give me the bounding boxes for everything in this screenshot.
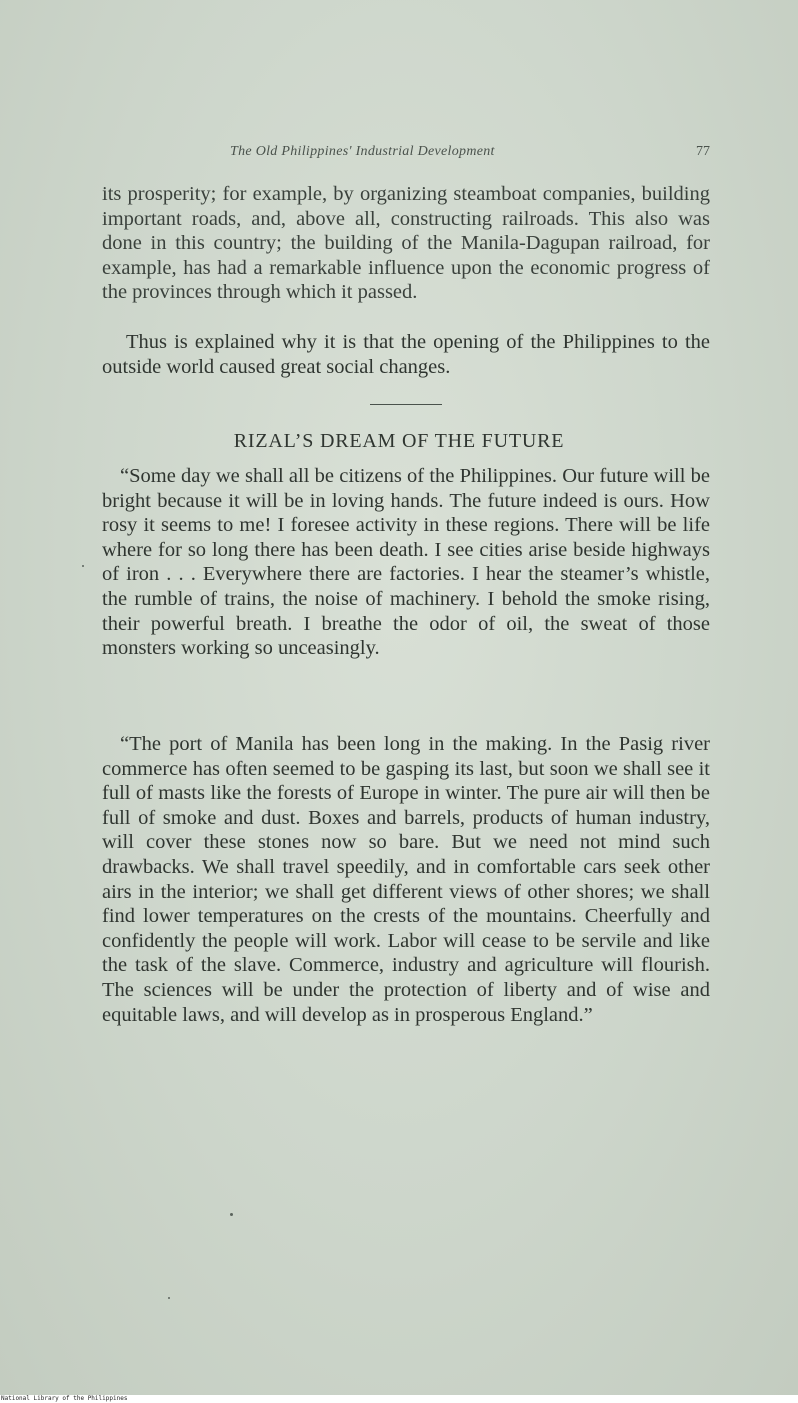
paragraph-social-changes: Thus is explained why it is that the opening of the Philippines to the outside world caused great social changes. [102, 331, 710, 378]
section-divider [370, 404, 442, 405]
paragraph-prosperity: its prosperity; for example, by organizing steamboat companies, building important roads, and, above all, constructing railroads. This also was done in this country; the building of the Manila-Dagupan railroad, for example, has had a remarkable influence upon the economic progress of the provinces through which it passed. [102, 183, 710, 304]
paragraph-citizens-quote: “Some day we shall all be citizens of the Philippines. Our future will be bright because it will be in loving hands. The future indeed is ours. How rosy it seems to me! I foresee activity in these regions. There will be life where for so long there has been death. I see cities arise beside highways of iron . . . Everywhere there are factories. I hear the steamer’s whistle, the rumble of trains, the noise of machinery. I behold the smoke rising, their powerful breath. I breathe the odor of oil, the sweat of those monsters working so unceasingly. [102, 465, 710, 660]
footer-credit: National Library of the Philippines [0, 1395, 798, 1403]
page-number: 77 [696, 144, 710, 159]
paragraph-port-of-manila-quote: “The port of Manila has been long in the making. In the Pasig river commerce has often seemed to be gasping its last, but soon we shall see it full of masts like the forests of Europe in winter. The pure air will then be full of smoke and dust. Boxes and barrels, products of human industry, will cover these stones now so bare. But we need not mind such drawbacks. We shall travel speedily, and in comfortable cars seek other airs in the interior; we shall get different views of other shores; we shall find lower temperatures on the crests of the mountains. Cheerfully and confidently the people will work. Labor will cease to be servile and like the task of the slave. Commerce, industry and agriculture will flourish. The sciences will be under the protection of liberty and of wise and equitable laws, and will develop as in prosperous England.” [102, 733, 710, 1026]
paper-speck [168, 1297, 170, 1299]
paper-speck [82, 565, 84, 567]
running-title: The Old Philippines' Industrial Development [230, 144, 495, 159]
paper-speck [230, 1213, 233, 1216]
running-head [230, 144, 710, 164]
section-heading: RIZAL’S DREAM OF THE FUTURE [233, 430, 565, 452]
